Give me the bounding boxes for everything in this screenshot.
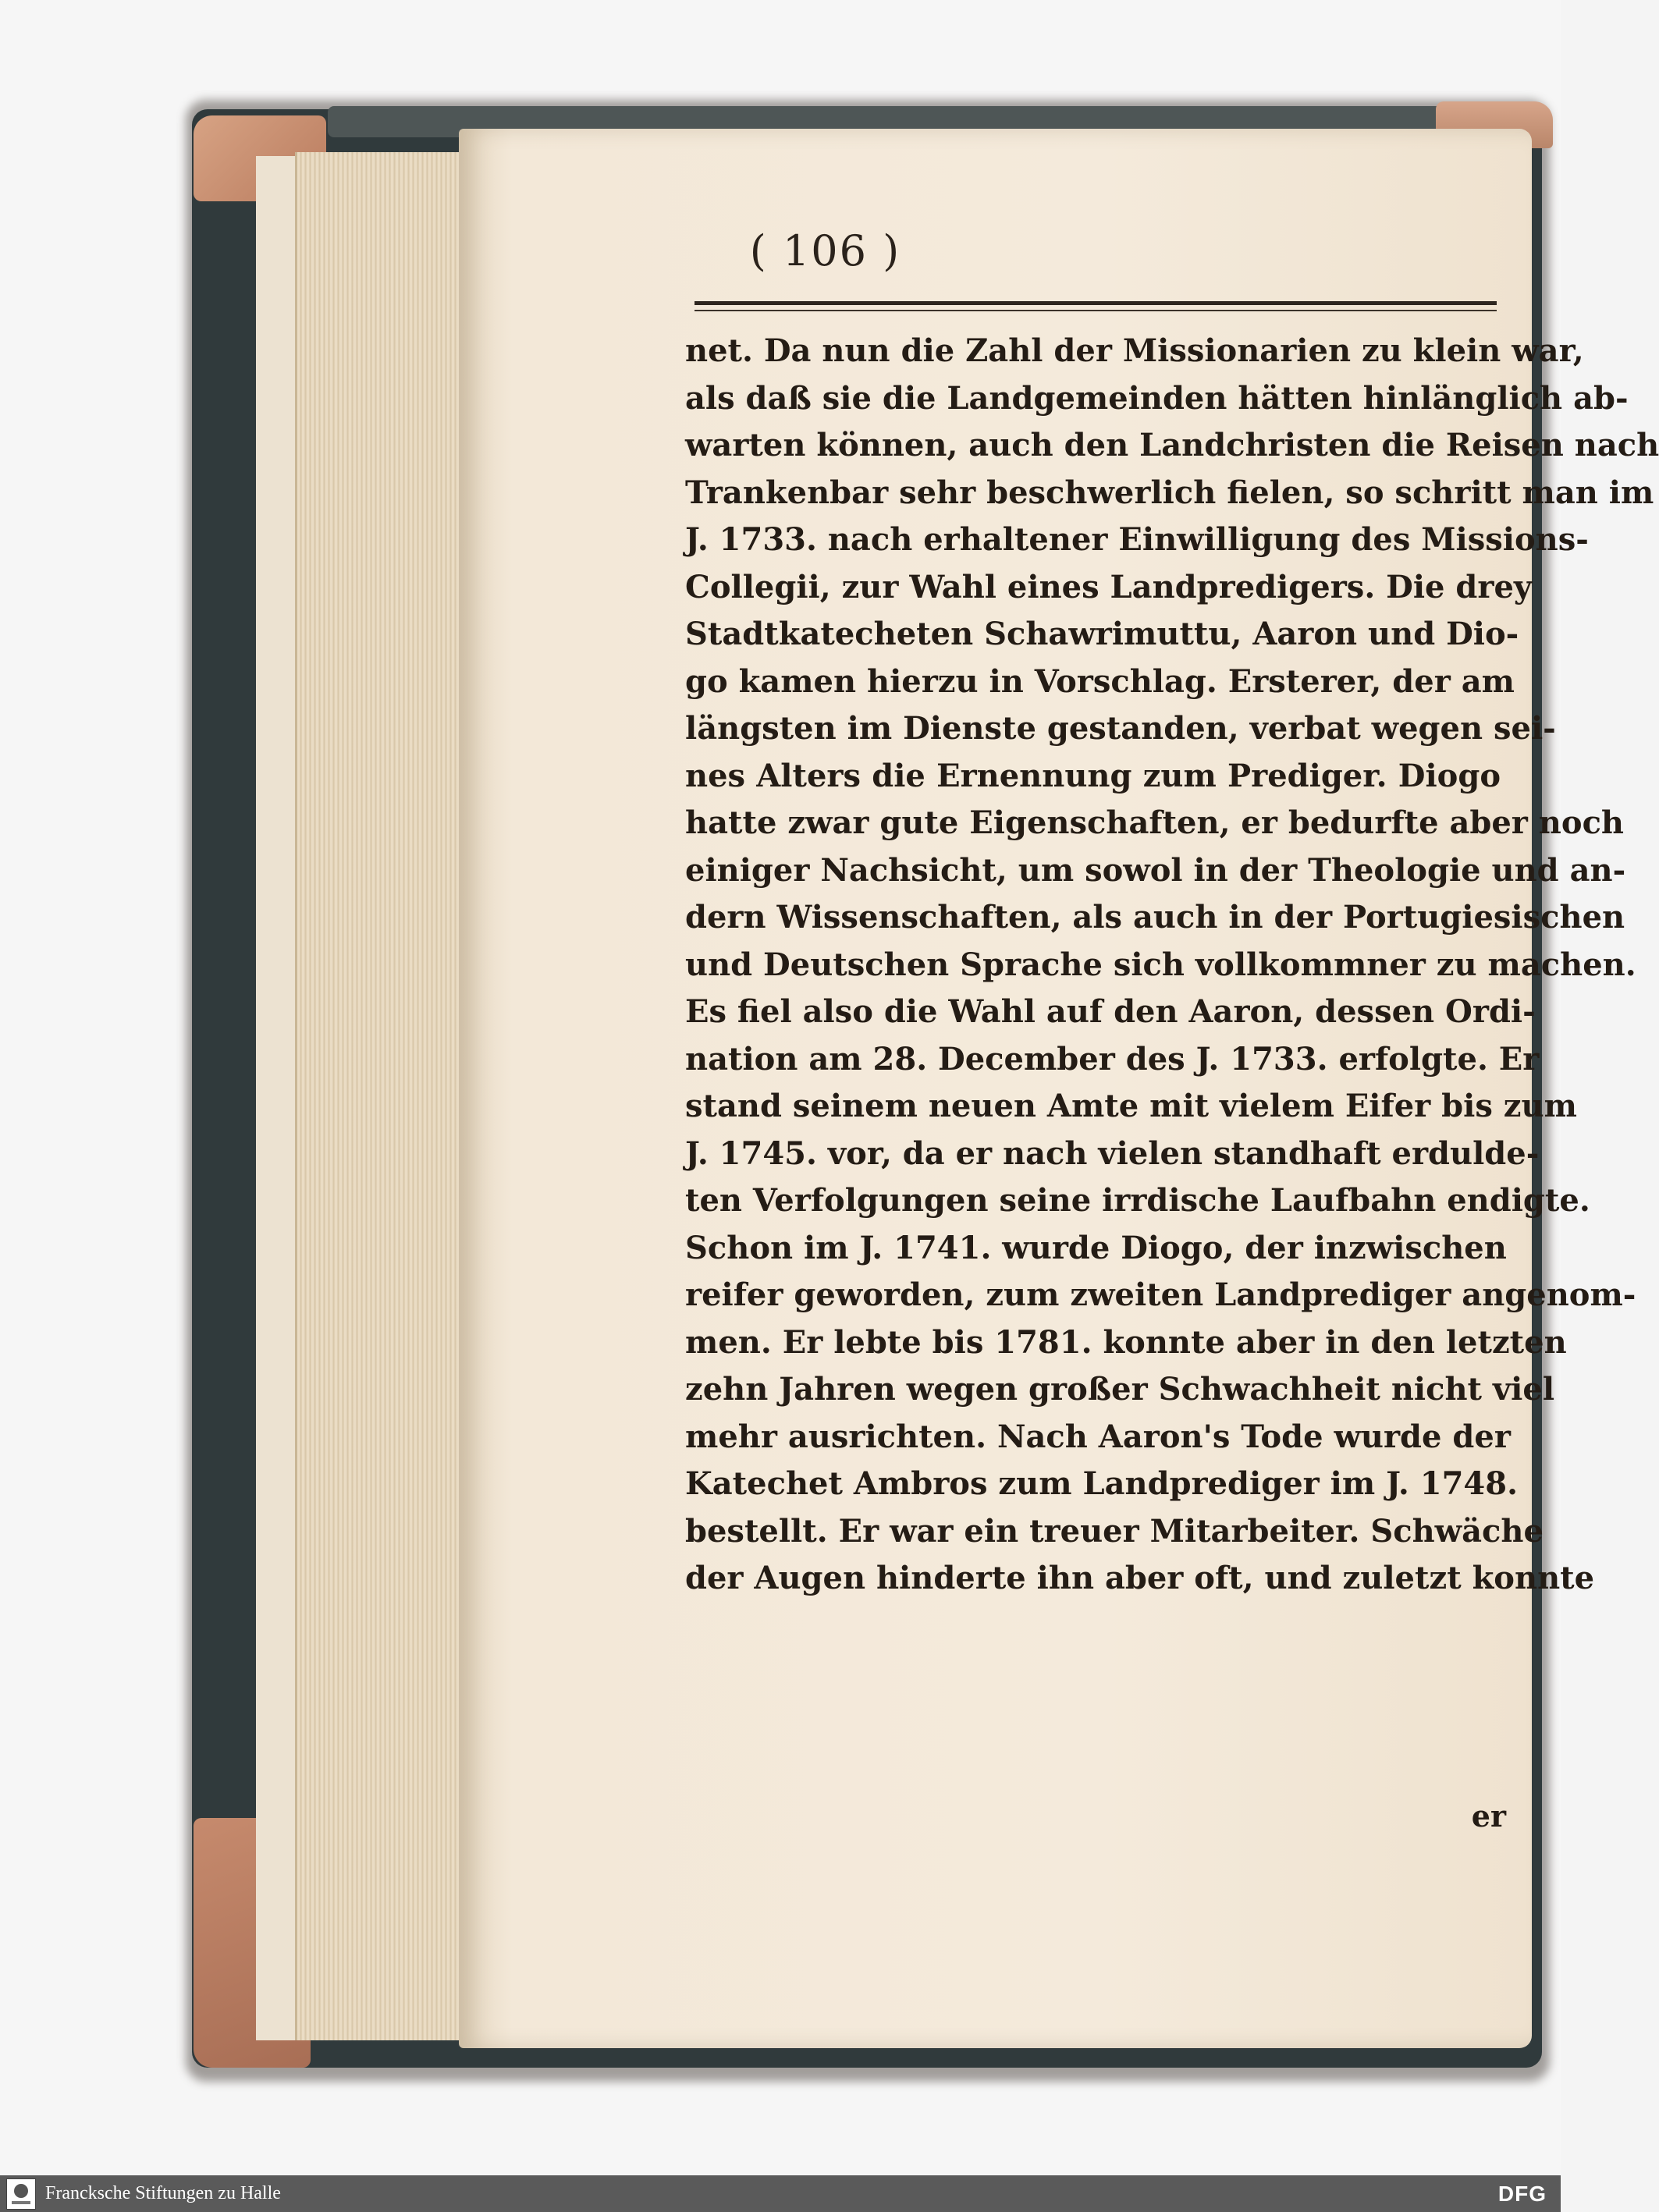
text-line: mehr ausrichten. Nach Aaron's Tode wurde der (685, 1418, 1511, 1455)
text-line: Es fiel also die Wahl auf den Aaron, dessen Ordi- (685, 993, 1536, 1030)
text-line: J. 1733. nach erhaltener Einwilligung des Missions- (685, 521, 1589, 558)
text-line: go kamen hierzu in Vorschlag. Ersterer, der am (685, 662, 1515, 700)
text-line: Stadtkatecheten Schawrimuttu, Aaron und Dio- (685, 616, 1519, 652)
catchword: er (1471, 1798, 1506, 1834)
text-line: der Augen hinderte ihn aber oft, und zuletzt konnte (685, 1560, 1595, 1596)
text-line: Katechet Ambros zum Landprediger im J. 1748. (685, 1465, 1519, 1502)
dfg-logo: DFG (1497, 2182, 1547, 2206)
page-stack-edges (295, 152, 473, 2040)
text-line: nation am 28. December des J. 1733. erfolgte. Er (685, 1040, 1540, 1078)
header-rule-thick (695, 301, 1497, 305)
text-line: stand seinem neuen Amte mit vielem Eifer bis zum (685, 1088, 1577, 1124)
text-line: nes Alters die Ernennung zum Prediger. Diogo (685, 757, 1501, 794)
text-line: reifer geworden, zum zweiten Landprediger angenom- (685, 1276, 1636, 1313)
text-line: längsten im Dienste gestanden, verbat wegen sei- (685, 710, 1556, 747)
logo-mark-base (12, 2201, 30, 2204)
text-line: J. 1745. vor, da er nach vielen standhaft erdulde- (685, 1134, 1540, 1172)
text-line: zehn Jahren wegen großer Schwachheit nicht viel (685, 1371, 1555, 1408)
text-line: einiger Nachsicht, um sowol in der Theologie und an- (685, 851, 1626, 889)
text-line: Schon im J. 1741. wurde Diogo, der inzwischen (685, 1229, 1507, 1266)
text-line: hatte zwar gute Eigenschaften, er bedurfte aber noch (685, 804, 1625, 841)
institution-name: Francksche Stiftungen zu Halle (45, 2183, 281, 2203)
text-line: als daß sie die Landgemeinden hätten hinlänglich ab- (685, 379, 1629, 417)
text-line: warten können, auch den Landchristen die Reisen nach (685, 427, 1659, 463)
text-line: ten Verfolgungen seine irrdische Laufbahn endigte. (685, 1182, 1590, 1219)
text-line: dern Wissenschaften, als auch in der Portugiesischen (685, 899, 1625, 936)
text-line: men. Er lebte bis 1781. konnte aber in den letzten (685, 1323, 1567, 1361)
text-line: Collegii, zur Wahl eines Landpredigers. Die drey (685, 568, 1533, 605)
logo-mark (14, 2184, 28, 2198)
text-line: und Deutschen Sprache sich vollkommner zu machen. (685, 946, 1636, 983)
text-line: net. Da nun die Zahl der Missionarien zu klein war, (685, 332, 1584, 369)
text-line: Trankenbar sehr beschwerlich fielen, so schritt man im (685, 474, 1654, 511)
page-text (685, 328, 1659, 1603)
header-rule-thin (695, 310, 1497, 311)
institution-logo-icon (6, 2178, 36, 2210)
text-line: bestellt. Er war ein treuer Mitarbeiter. Schwäche (685, 1512, 1544, 1550)
page-number: ( 106 ) (749, 226, 901, 275)
